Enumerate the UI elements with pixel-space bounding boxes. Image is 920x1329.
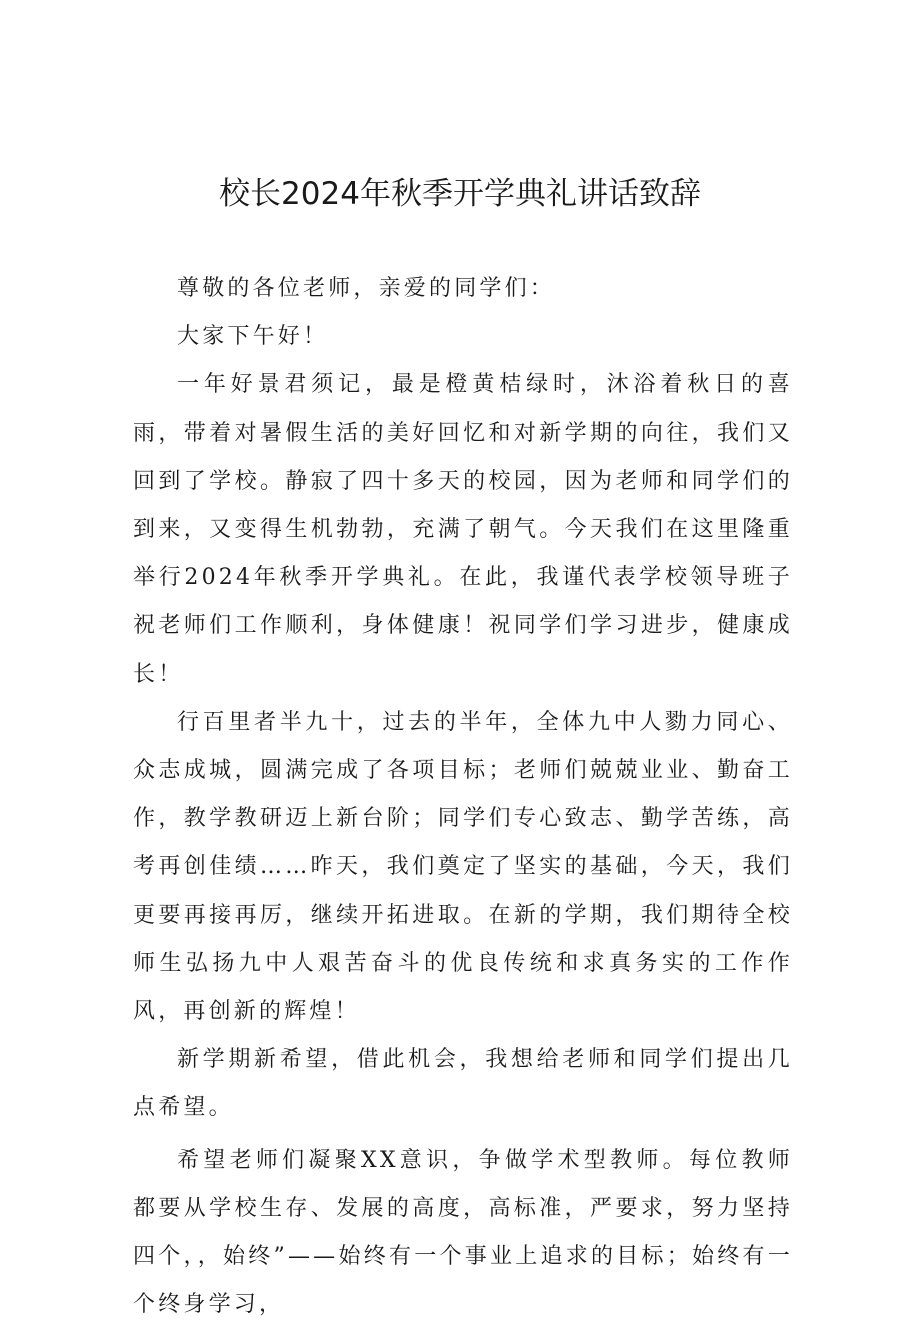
- paragraph-teachers: 希望老师们凝聚XX意识，争做学术型教师。每位教师都要从学校生存、发展的高度，高标准，严要求，努力坚持四个，，始终”——始终有一个事业上追求的目标；始终有一个终身学习，: [133, 1147, 793, 1318]
- salutation: 尊敬的各位老师，亲爱的同学们：: [177, 276, 556, 301]
- greeting: 大家下午好！: [177, 324, 329, 350]
- paragraph-opening: 一年好景君须记，最是橙黄桔绿时，沐浴着秋日的喜雨，带着对暑假生活的美好回忆和对新学期的向往，我们又回到了学校。静寂了四十多天的校园，因为老师和同学们的到来，又变得生机勃勃，充满了朝气。今天我们在这里隆重举行2024年秋季开学典礼。在此，我谨代表学校领导班子祝老师们工作顺利，身体健康！祝同学们学习进步，健康成长！: [133, 372, 793, 687]
- document-title: 校长2024年秋季开学典礼讲话致辞: [219, 176, 701, 212]
- paragraph-review: 行百里者半九十，过去的半年，全体九中人勠力同心、众志成城，圆满完成了各项目标；老师们兢兢业业、勤奋工作，教学教研迈上新台阶；同学们专心致志、勤学苦练，高考再创佳绩……昨天，我们奠定了坚实的基础，今天，我们更要再接再厉，继续开拓进取。在新的学期，我们期待全校师生弘扬九中人艰苦奋斗的优良传统和求真务实的工作作风，再创新的辉煌！: [133, 709, 793, 1025]
- paragraph-hopes-intro: 新学期新希望，借此机会，我想给老师和同学们提出几点希望。: [133, 1047, 793, 1121]
- document-body: [133, 265, 793, 1329]
